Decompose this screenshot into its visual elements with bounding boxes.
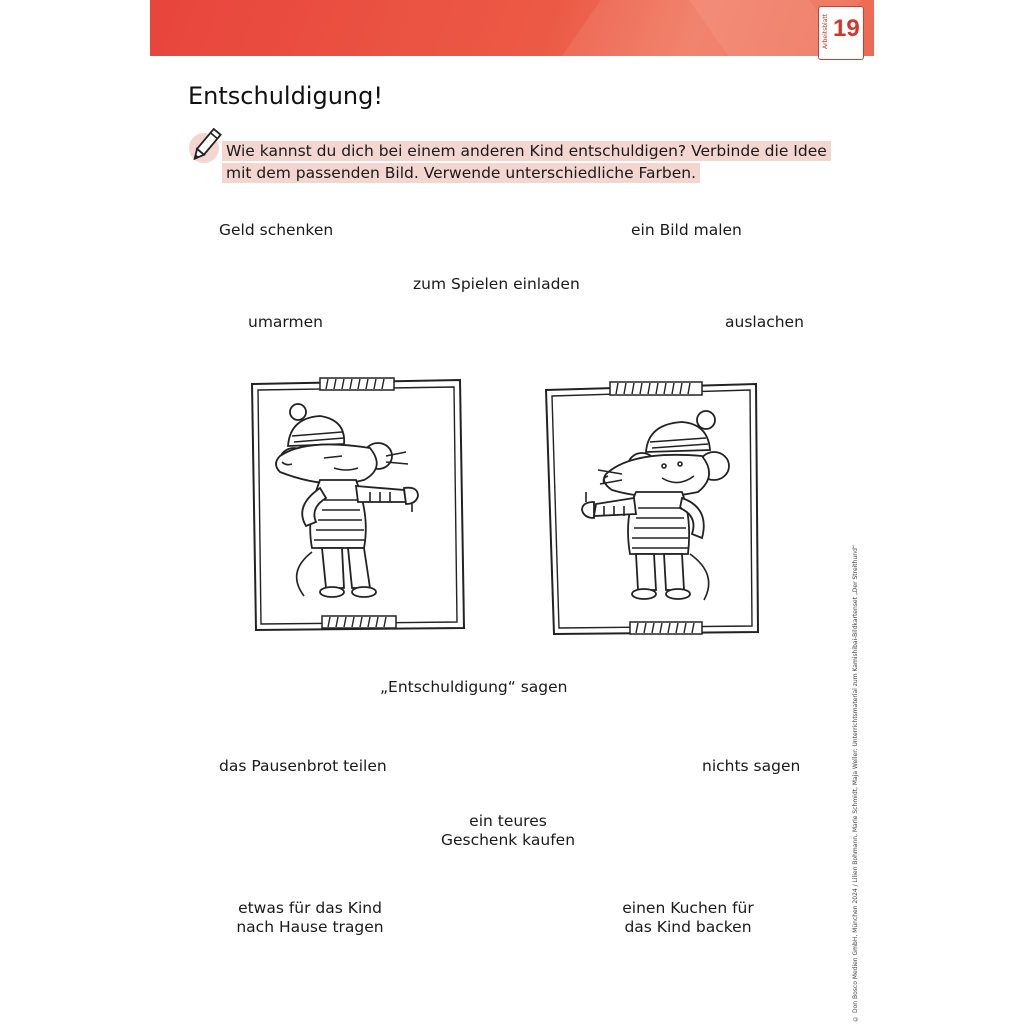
idea-zum-spielen: zum Spielen einladen bbox=[413, 275, 580, 293]
page-number: 19 bbox=[833, 15, 860, 42]
idea-pausenbrot-teilen: das Pausenbrot teilen bbox=[219, 757, 387, 775]
page-title: Entschuldigung! bbox=[188, 82, 383, 110]
task-instruction: Wie kannst du dich bei einem anderen Kind entschuldigen? Verbinde die Idee mit dem passenden Bild. Verwende unterschiedliche Farben. bbox=[222, 140, 838, 184]
page-number-badge bbox=[818, 6, 864, 60]
idea-bild-malen: ein Bild malen bbox=[631, 221, 742, 239]
idea-nach-hause-tragen: etwas für das Kind nach Hause tragen bbox=[236, 899, 384, 936]
idea-auslachen: auslachen bbox=[725, 313, 804, 331]
idea-nichts-sagen: nichts sagen bbox=[702, 757, 801, 775]
badge-label: Arbeitsblatt bbox=[822, 13, 829, 49]
pencil-icon bbox=[186, 126, 226, 166]
idea-umarmen: umarmen bbox=[248, 313, 323, 331]
idea-teures-geschenk: ein teures Geschenk kaufen bbox=[440, 812, 576, 849]
header-banner bbox=[150, 0, 874, 56]
picture-mouse-thumbs-down bbox=[246, 376, 468, 636]
idea-geld-schenken: Geld schenken bbox=[219, 221, 334, 239]
idea-kuchen-backen: einen Kuchen für das Kind backen bbox=[622, 899, 754, 936]
copyright-note: © Don Bosco Medien GmbH, München 2024 / Lilien Bohmann, Marle Schmidt, Maja Weller: Unterrichtsmaterial zum Kamishibai-Bildkartenset „Der Streithund“ bbox=[852, 545, 859, 1022]
idea-entschuldigung-sagen: „Entschuldigung“ sagen bbox=[380, 678, 568, 696]
picture-mouse-thumbs-up bbox=[542, 378, 764, 640]
